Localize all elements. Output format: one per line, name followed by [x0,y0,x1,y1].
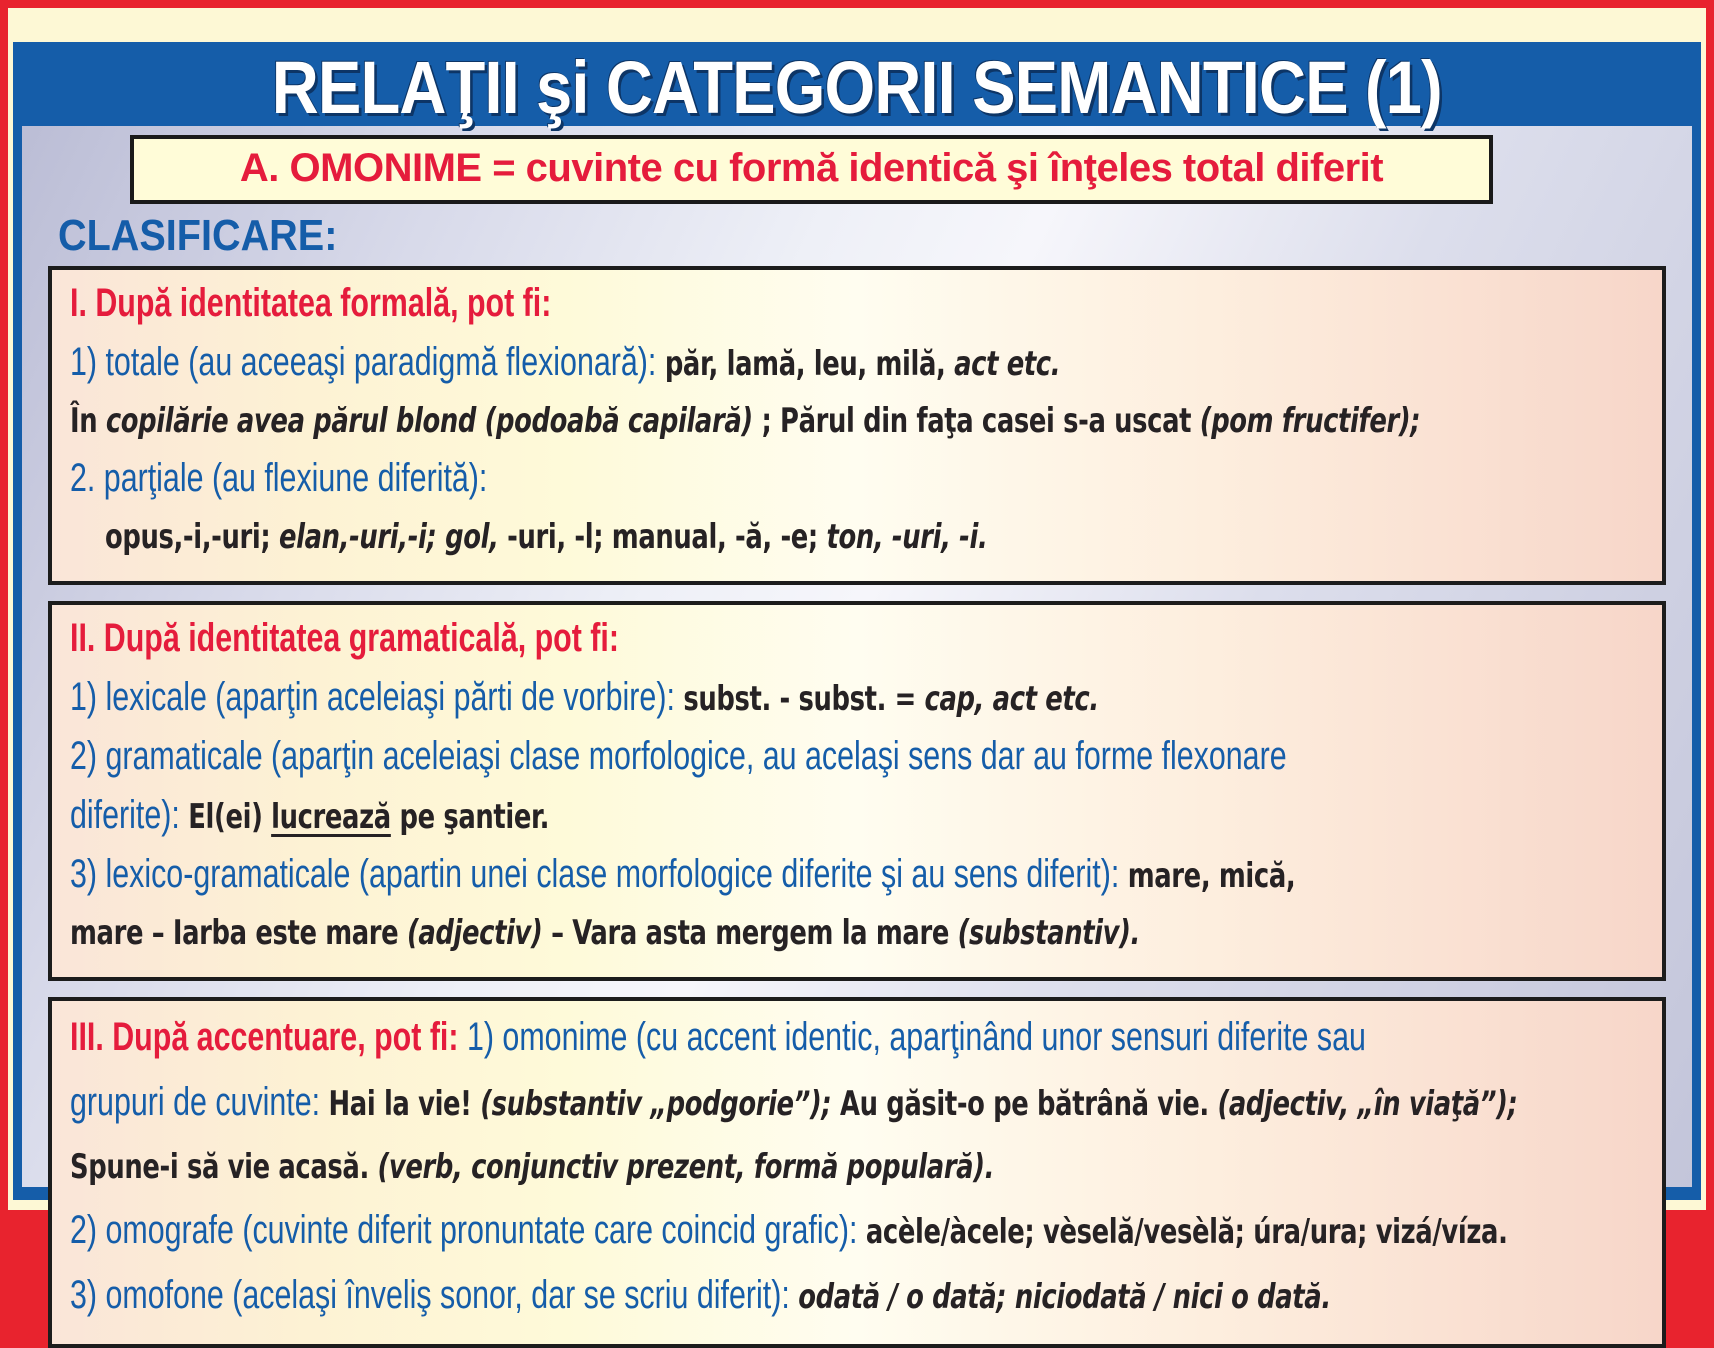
text-line [144,146,1479,191]
text-segment: odată / o dată; niciodată / nici o dată. [798,1277,1331,1317]
text-line [70,908,1271,965]
page-background [8,8,1706,1317]
text-segment: 2. parţiale (au flexiune diferită): [70,456,488,500]
text-segment: (substantiv). [957,913,1140,953]
definition-box [130,135,1493,204]
text-segment: lucrează [271,797,391,837]
text-segment: păr, lamă, leu, milă, [664,344,955,384]
text-segment: elan,-uri,-i; gol, [278,517,499,557]
text-segment: ; Părul din faţa casei s-a uscat [752,401,1200,441]
text-line [70,1009,1366,1074]
text-segment: mare, mică, [1127,856,1296,896]
text-segment: A. OMONIME [239,146,482,190]
text-segment: = cuvinte cu formă identică şi înţeles total diferit [481,146,1384,190]
text-segment: diferite): [70,793,189,837]
text-line [70,337,1271,396]
text-segment: I. După identitatea formală, pot fi: [70,281,552,325]
text-segment: grupuri de cuvinte: [70,1080,329,1124]
text-line [70,672,1271,731]
text-line [70,1202,1508,1267]
text-line [70,613,1271,672]
text-line [70,396,1421,453]
text-segment: 3) omofone (acelaşi înveliş sonor, dar se scriu diferit): [70,1273,799,1317]
text-segment: (adjectiv, „în viaţă”); [1217,1084,1518,1124]
text-segment: subst. - subst. = [683,679,925,719]
text-line [70,1139,1271,1202]
text-segment: 3) lexico-gramaticale (apartin unei clase morfologice diferite şi au sens diferit): [70,852,1128,896]
text-segment: În [70,401,106,441]
page-title: RELAŢII şi CATEGORII SEMANTICE (1) [271,46,1443,129]
text-segment: -uri, -l; manual, -ă, -e; [498,517,827,557]
text-line [70,1074,1518,1139]
clasificare-heading: CLASIFICARE: [58,211,338,260]
text-line [70,453,1271,512]
text-line [70,512,1271,569]
section-box-grammatical-identity [48,601,1666,981]
text-segment: acèle/àcele; vèselă/vesèlă; úra/ura; vizá/víza. [865,1212,1508,1252]
text-line [70,731,1287,790]
text-segment: act etc. [954,344,1061,384]
definition-text [144,146,1479,191]
text-segment: ton, -uri, -i. [826,517,988,557]
text-segment: (substantiv „podgorie”); [480,1084,840,1124]
section-box-accentuation [48,997,1666,1348]
text-segment: 1) omonime (cu accent identic, aparţinând unor sensuri diferite sau [466,1015,1366,1059]
text-segment: (adjectiv) [406,913,543,953]
text-segment: opus,-i,-uri; [104,517,279,557]
text-segment: 2) gramaticale (aparţin aceleiaşi clase morfologice, au acelaşi sens dar au forme flexonare [70,734,1287,778]
text-segment: El(ei) [188,797,272,837]
text-segment: (verb, conjunctiv prezent, formă populară). [377,1147,995,1187]
text-segment: II. După identitatea gramaticală, pot fi: [70,616,619,660]
text-segment: – Vara asta mergem la mare [542,913,958,953]
text-line [70,278,1271,337]
text-segment: copilărie avea părul blond (podoabă capilară) [105,401,753,441]
section-box-formal-identity [48,266,1666,585]
text-segment: 1) totale (au aceeaşi paradigmă flexionară): [70,340,665,384]
main-panel [13,42,1701,1317]
title-banner [21,46,1693,129]
text-line [70,849,1296,908]
text-segment: Spune-i să vie acasă. [70,1147,378,1187]
text-segment: Au găsit-o pe bătrână vie. [839,1084,1218,1124]
text-segment: mare – Iarba este mare [70,913,407,953]
text-segment: 1) lexicale (aparţin aceleiaşi părti de vorbire): [70,675,684,719]
text-segment: III. După accentuare, pot fi: [70,1015,467,1059]
text-segment: (pom fructifer); [1199,401,1421,441]
text-segment: cap, act etc. [924,679,1099,719]
text-segment: 2) omografe (cuvinte diferit pronuntate care coincid grafic): [70,1208,866,1252]
text-line [70,1267,1331,1332]
text-segment: Hai la vie! [328,1084,481,1124]
text-line [70,790,1271,849]
text-segment: pe şantier. [390,797,550,837]
